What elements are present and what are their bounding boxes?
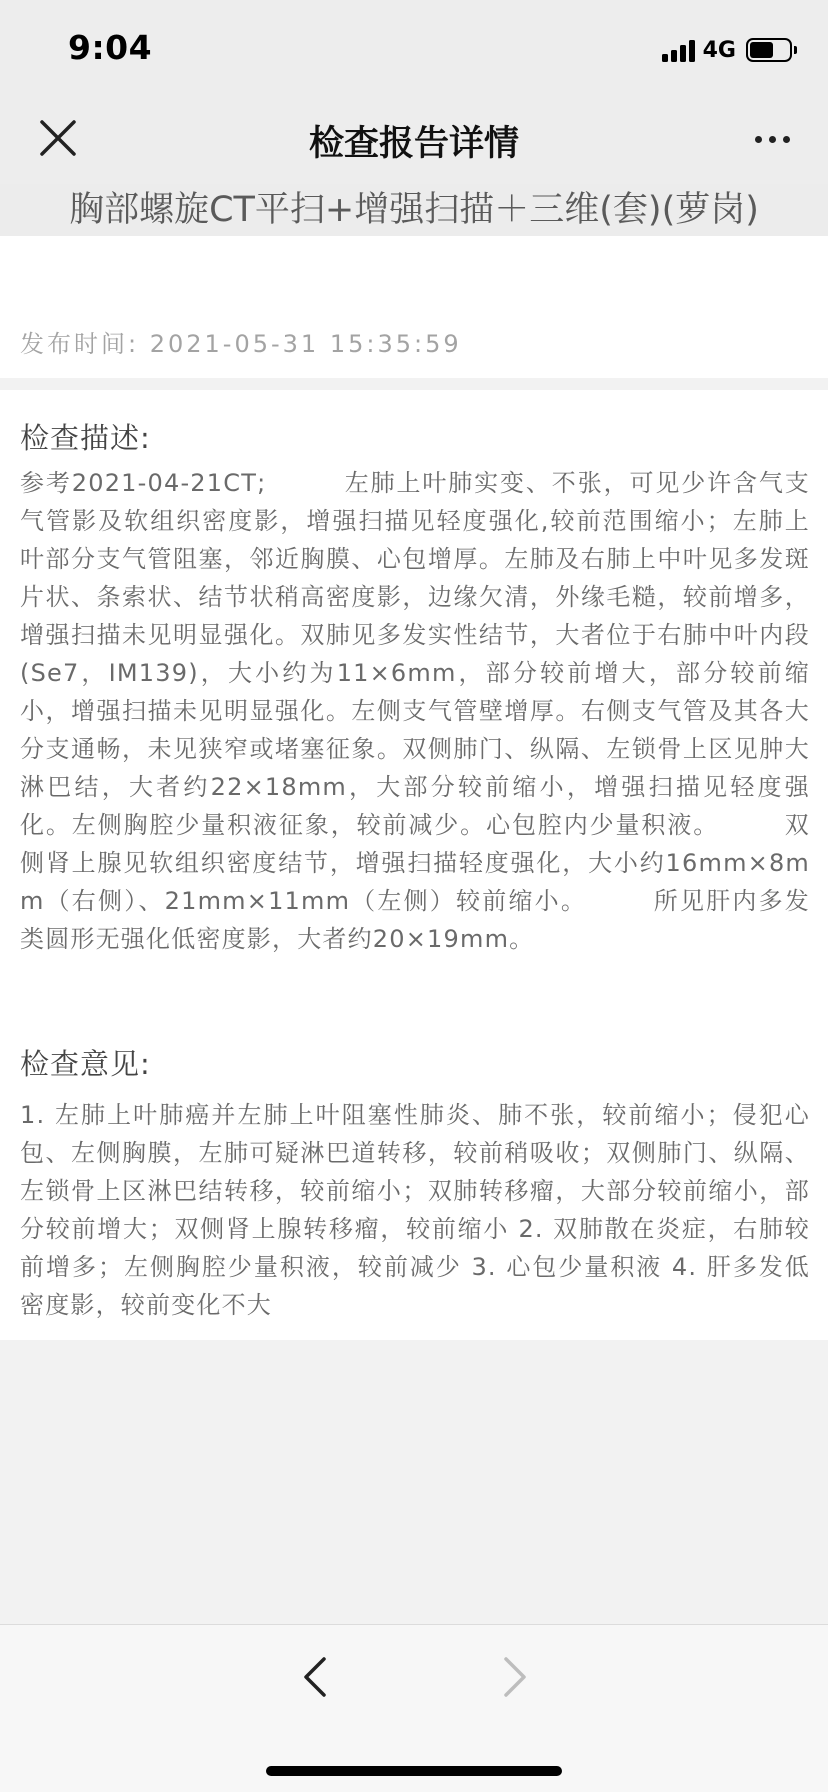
more-icon[interactable] [755,136,790,143]
status-bar [0,0,828,100]
nav-bar [0,100,828,184]
report-content-card [0,390,828,1340]
report-title: 胸部螺旋CT平扫+增强扫描＋三维(套)(萝岗) [0,184,828,236]
forward-arrow-icon[interactable] [500,1655,530,1699]
back-arrow-icon[interactable] [300,1655,330,1699]
page-title: 检查报告详情 [308,124,519,164]
status-indicators [662,36,792,64]
opinion-heading: 检查意见: [20,1047,151,1081]
publish-time: 发布时间: 2021-05-31 15:35:59 [20,330,462,358]
home-indicator [266,1766,562,1776]
report-header-card [0,236,828,378]
description-heading: 检查描述: [20,421,151,455]
signal-icon [662,38,695,62]
opinion-text: 1. 左肺上叶肺癌并左肺上叶阻塞性肺炎、肺不张，较前缩小；侵犯心包、左侧胸膜，左肺可疑淋巴道转移，较前稍吸收；双侧肺门、纵隔、左锁骨上区淋巴结转移，较前缩小；双肺转移瘤，大部分较前缩小，部分较前增大；双侧肾上腺转移瘤，较前缩小 2. 双肺散在炎症，右肺较前增多；左侧胸腔少量积液，较前减少 3. 心包少量积液 4. 肝多发低密度影，较前变化不大 [20,1101,810,1319]
battery-icon [746,38,792,62]
description-text: 参考2021-04-21CT; 左肺上叶肺实变、不张，可见少许含气支气管影及软组织密度影，增强扫描见轻度强化,较前范围缩小；左肺上叶部分支气管阻塞，邻近胸膜、心包增厚。左肺及右肺上中叶见多发斑片状、条索状、结节状稍高密度影，边缘欠清，外缘毛糙，较前增多，增强扫描未见明显强化。双肺见多发实性结节，大者位于右肺中叶内段(Se7，IM139)，大小约为11×6mm，部分较前增大，部分较前缩小，增强扫描未见明显强化。左侧支气管壁增厚。右侧支气管及其各大分支通畅，未见狭窄或堵塞征象。双侧肺门、纵隔、左锁骨上区见肿大淋巴结，大者约22×18mm，大部分较前缩小，增强扫描见轻度强化。左侧胸腔少量积液征象，较前减少。心包腔内少量积液。 双侧肾上腺见软组织密度结节，增强扫描轻度强化，大小约16mm×8mm（右侧）、21mm×11mm（左侧）较前缩小。 所见肝内多发类圆形无强化低密度影，大者约20×19mm。 [20,469,810,953]
network-label: 4G [702,37,736,63]
status-time: 9:04 [68,28,153,67]
